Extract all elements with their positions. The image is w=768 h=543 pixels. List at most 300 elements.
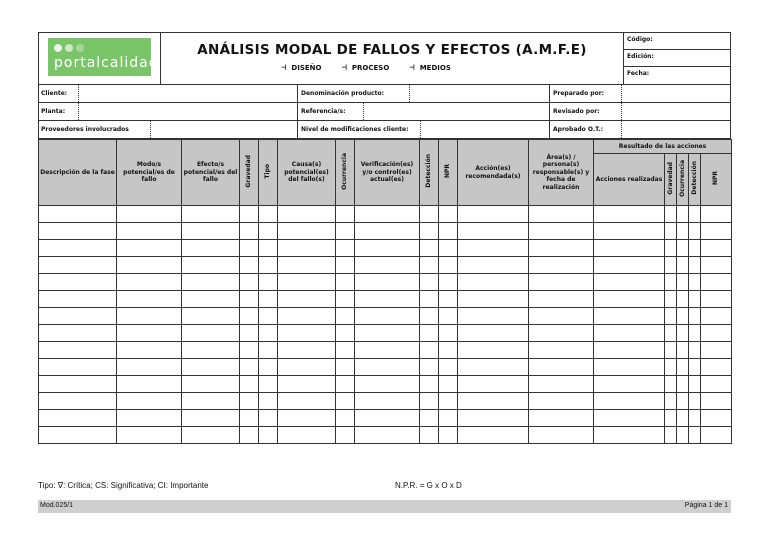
table-cell[interactable] [458, 308, 529, 325]
table-cell[interactable] [278, 325, 336, 342]
logo-cell [39, 33, 161, 84]
table-cell[interactable] [677, 410, 689, 427]
table-cell[interactable] [39, 393, 117, 410]
table-cell[interactable] [458, 206, 529, 223]
table-cell[interactable] [594, 223, 665, 240]
table-cell[interactable] [240, 325, 259, 342]
table-cell[interactable] [420, 308, 439, 325]
table-cell[interactable] [677, 342, 689, 359]
table-cell[interactable] [529, 223, 594, 240]
table-cell[interactable] [665, 393, 677, 410]
table-cell[interactable] [677, 240, 689, 257]
table-cell[interactable] [677, 376, 689, 393]
table-row [39, 325, 732, 342]
table-cell[interactable] [259, 240, 278, 257]
table-cell[interactable] [240, 257, 259, 274]
table-cell[interactable] [439, 308, 458, 325]
table-cell[interactable] [355, 223, 420, 240]
cliente-label: Cliente: [41, 90, 68, 97]
table-cell[interactable] [665, 410, 677, 427]
table-cell[interactable] [182, 359, 240, 376]
table-cell[interactable] [259, 257, 278, 274]
table-cell[interactable] [39, 274, 117, 291]
option-diseno[interactable]: ⊣ DISEÑO [281, 63, 322, 73]
table-cell[interactable] [355, 342, 420, 359]
option-medios[interactable]: ⊣ MEDIOS [409, 63, 451, 73]
table-cell[interactable] [665, 240, 677, 257]
table-cell[interactable] [240, 274, 259, 291]
table-cell[interactable] [117, 240, 182, 257]
table-cell[interactable] [439, 223, 458, 240]
table-cell[interactable] [278, 206, 336, 223]
table-cell[interactable] [259, 206, 278, 223]
table-cell[interactable] [240, 291, 259, 308]
table-cell[interactable] [336, 359, 355, 376]
table-cell[interactable] [117, 257, 182, 274]
col-descripcion: Descripción de la fase [39, 140, 117, 206]
table-cell[interactable] [259, 291, 278, 308]
table-cell[interactable] [689, 308, 701, 325]
table-cell[interactable] [594, 325, 665, 342]
table-cell[interactable] [240, 223, 259, 240]
table-row [39, 308, 732, 325]
table-cell[interactable] [594, 410, 665, 427]
table-cell[interactable] [117, 291, 182, 308]
table-cell[interactable] [278, 240, 336, 257]
table-cell[interactable] [677, 308, 689, 325]
denominacion-label: Denominación producto: [301, 90, 385, 97]
table-cell[interactable] [420, 274, 439, 291]
table-cell[interactable] [665, 308, 677, 325]
table-cell[interactable] [117, 342, 182, 359]
fecha-field[interactable]: Fecha: [627, 70, 650, 77]
table-cell[interactable] [677, 291, 689, 308]
table-cell[interactable] [689, 376, 701, 393]
table-cell[interactable] [439, 393, 458, 410]
col-ocurrencia: Ocurrencia [336, 140, 355, 206]
table-cell[interactable] [39, 376, 117, 393]
table-cell[interactable] [39, 308, 117, 325]
table-cell[interactable] [278, 410, 336, 427]
table-row [39, 257, 732, 274]
table-cell[interactable] [182, 427, 240, 444]
table-cell[interactable] [182, 410, 240, 427]
table-cell[interactable] [529, 291, 594, 308]
form-header [38, 32, 731, 85]
table-cell[interactable] [259, 359, 278, 376]
table-cell[interactable] [439, 427, 458, 444]
table-row [39, 240, 732, 257]
table-cell[interactable] [355, 291, 420, 308]
table-cell[interactable] [689, 410, 701, 427]
table-cell[interactable] [689, 223, 701, 240]
table-cell[interactable] [182, 325, 240, 342]
table-row [39, 206, 732, 223]
table-cell[interactable] [39, 427, 117, 444]
table-row [39, 427, 732, 444]
referencia-label: Referencia/s: [301, 108, 346, 115]
table-cell[interactable] [182, 308, 240, 325]
portalcalidad-logo [48, 38, 159, 76]
table-cell[interactable] [594, 291, 665, 308]
table-cell[interactable] [240, 240, 259, 257]
codigo-field[interactable]: Código: [624, 33, 730, 50]
table-cell[interactable] [701, 393, 732, 410]
table-cell[interactable] [701, 376, 732, 393]
table-cell[interactable] [420, 427, 439, 444]
planta-label: Planta: [41, 108, 66, 115]
form-title: ANÁLISIS MODAL DE FALLOS Y EFECTOS (A.M.F.E) [197, 42, 587, 58]
analysis-type-options [281, 63, 451, 73]
table-cell[interactable] [259, 410, 278, 427]
table-cell[interactable] [355, 274, 420, 291]
table-cell[interactable] [182, 274, 240, 291]
table-cell[interactable] [420, 240, 439, 257]
table-cell[interactable] [259, 393, 278, 410]
table-cell[interactable] [677, 223, 689, 240]
table-cell[interactable] [336, 342, 355, 359]
table-cell[interactable] [117, 359, 182, 376]
table-cell[interactable] [701, 206, 732, 223]
col-deteccion: Detección [420, 140, 439, 206]
table-body [39, 206, 732, 444]
table-cell[interactable] [665, 427, 677, 444]
table-cell[interactable] [259, 376, 278, 393]
table-cell[interactable] [336, 240, 355, 257]
table-cell[interactable] [182, 223, 240, 240]
col-r-deteccion: Detección [689, 154, 701, 206]
col-causa: Causa(s) potencial(es) del fallo(s) [278, 140, 336, 206]
table-cell[interactable] [182, 376, 240, 393]
table-cell[interactable] [355, 325, 420, 342]
tipo-legend: Tipo: ∇: Crítica; CS: Significativa; CI: Importante [38, 481, 209, 490]
table-cell[interactable] [39, 223, 117, 240]
table-cell[interactable] [336, 223, 355, 240]
table-cell[interactable] [689, 274, 701, 291]
table-cell[interactable] [439, 240, 458, 257]
table-cell[interactable] [278, 393, 336, 410]
table-cell[interactable] [355, 257, 420, 274]
table-cell[interactable] [594, 240, 665, 257]
table-cell[interactable] [594, 342, 665, 359]
npr-formula: N.P.R. = G x O x D [395, 481, 462, 490]
table-cell[interactable] [594, 359, 665, 376]
table-cell[interactable] [439, 376, 458, 393]
table-cell[interactable] [39, 410, 117, 427]
table-cell[interactable] [439, 257, 458, 274]
table-cell[interactable] [39, 257, 117, 274]
table-cell[interactable] [594, 376, 665, 393]
table-cell[interactable] [458, 342, 529, 359]
table-cell[interactable] [420, 393, 439, 410]
table-cell[interactable] [336, 308, 355, 325]
table-cell[interactable] [458, 393, 529, 410]
table-cell[interactable] [259, 427, 278, 444]
col-r-npr: NPR [701, 154, 732, 206]
revisado-label: Revisado por: [553, 108, 600, 115]
info-section [38, 85, 731, 139]
table-cell[interactable] [439, 274, 458, 291]
table-cell[interactable] [665, 257, 677, 274]
table-cell[interactable] [420, 291, 439, 308]
table-cell[interactable] [117, 376, 182, 393]
option-proceso[interactable]: ⊣ PROCESO [341, 63, 390, 73]
table-cell[interactable] [701, 308, 732, 325]
table-cell[interactable] [278, 427, 336, 444]
table-cell[interactable] [117, 410, 182, 427]
table-cell[interactable] [182, 291, 240, 308]
col-modo: Modo/s potencial/es de fallo [117, 140, 182, 206]
table-cell[interactable] [458, 291, 529, 308]
table-cell[interactable] [529, 359, 594, 376]
table-cell[interactable] [529, 427, 594, 444]
table-cell[interactable] [117, 393, 182, 410]
table-cell[interactable] [420, 223, 439, 240]
table-cell[interactable] [529, 206, 594, 223]
table-cell[interactable] [278, 257, 336, 274]
table-cell[interactable] [240, 393, 259, 410]
table-cell[interactable] [529, 342, 594, 359]
table-cell[interactable] [355, 206, 420, 223]
table-cell[interactable] [182, 257, 240, 274]
table-cell[interactable] [701, 240, 732, 257]
col-acciones-realizadas: Acciones realizadas [594, 154, 665, 206]
table-cell[interactable] [420, 376, 439, 393]
table-cell[interactable] [336, 376, 355, 393]
table-cell[interactable] [701, 223, 732, 240]
table-cell[interactable] [420, 257, 439, 274]
table-cell[interactable] [182, 240, 240, 257]
table-cell[interactable] [677, 274, 689, 291]
table-cell[interactable] [529, 308, 594, 325]
table-cell[interactable] [336, 410, 355, 427]
table-cell[interactable] [259, 223, 278, 240]
col-verificacion: Verificación(es) y/o control(es) actual(es) [355, 140, 420, 206]
table-cell[interactable] [420, 325, 439, 342]
form-code: Mod.025/1 [40, 502, 74, 509]
checkbox-mark-icon: ⊣ [341, 63, 347, 73]
table-cell[interactable] [39, 342, 117, 359]
table-cell[interactable] [689, 393, 701, 410]
table-cell[interactable] [182, 206, 240, 223]
table-cell[interactable] [458, 427, 529, 444]
table-cell[interactable] [701, 325, 732, 342]
table-cell[interactable] [689, 359, 701, 376]
table-cell[interactable] [39, 206, 117, 223]
table-cell[interactable] [240, 376, 259, 393]
table-cell[interactable] [39, 240, 117, 257]
table-cell[interactable] [355, 376, 420, 393]
table-cell[interactable] [117, 274, 182, 291]
col-area: Área(s) / persona(s) responsable(s) y fecha de realización [529, 140, 594, 206]
table-cell[interactable] [439, 410, 458, 427]
table-cell[interactable] [689, 240, 701, 257]
table-cell[interactable] [355, 410, 420, 427]
table-cell[interactable] [689, 342, 701, 359]
col-gravedad: Gravedad [240, 140, 259, 206]
table-cell[interactable] [420, 206, 439, 223]
table-cell[interactable] [677, 257, 689, 274]
table-cell[interactable] [117, 325, 182, 342]
table-cell[interactable] [701, 410, 732, 427]
table-cell[interactable] [701, 291, 732, 308]
table-cell[interactable] [594, 257, 665, 274]
table-cell[interactable] [355, 240, 420, 257]
title-cell [161, 33, 624, 84]
table-cell[interactable] [458, 274, 529, 291]
table-cell[interactable] [355, 308, 420, 325]
aprobado-label: Aprobado O.T.: [553, 126, 603, 133]
table-cell[interactable] [439, 291, 458, 308]
table-cell[interactable] [701, 427, 732, 444]
table-cell[interactable] [278, 342, 336, 359]
table-cell[interactable] [240, 359, 259, 376]
proveedores-label: Proveedores involucrados [41, 126, 129, 133]
table-cell[interactable] [665, 274, 677, 291]
table-cell[interactable] [117, 206, 182, 223]
table-cell[interactable] [117, 223, 182, 240]
col-resultado: Resultado de las acciones [594, 140, 732, 154]
table-row [39, 410, 732, 427]
table-cell[interactable] [701, 257, 732, 274]
table-cell[interactable] [336, 325, 355, 342]
table-cell[interactable] [336, 206, 355, 223]
table-cell[interactable] [689, 206, 701, 223]
table-cell[interactable] [439, 325, 458, 342]
table-cell[interactable] [665, 291, 677, 308]
table-cell[interactable] [278, 291, 336, 308]
table-cell[interactable] [665, 376, 677, 393]
table-cell[interactable] [240, 410, 259, 427]
table-cell[interactable] [594, 393, 665, 410]
table-cell[interactable] [355, 427, 420, 444]
table-cell[interactable] [529, 274, 594, 291]
table-cell[interactable] [240, 206, 259, 223]
col-npr: NPR [439, 140, 458, 206]
table-cell[interactable] [677, 359, 689, 376]
table-cell[interactable] [439, 206, 458, 223]
logo-text: portalcalidad [54, 55, 159, 71]
col-tipo: Tipo [259, 140, 278, 206]
preparado-label: Preparado por: [553, 90, 605, 97]
table-cell[interactable] [689, 291, 701, 308]
table-cell[interactable] [689, 427, 701, 444]
meta-cell [624, 33, 730, 84]
checkbox-mark-icon: ⊣ [281, 63, 287, 73]
table-cell[interactable] [677, 325, 689, 342]
table-cell[interactable] [458, 240, 529, 257]
info-row-2 [38, 103, 731, 121]
table-cell[interactable] [665, 359, 677, 376]
col-r-ocurrencia: Ocurrencia [677, 154, 689, 206]
table-cell[interactable] [594, 427, 665, 444]
table-cell[interactable] [458, 223, 529, 240]
table-cell[interactable] [240, 308, 259, 325]
edicion-field[interactable]: Edición: [624, 50, 730, 67]
col-r-gravedad: Gravedad [665, 154, 677, 206]
table-row [39, 342, 732, 359]
table-cell[interactable] [336, 393, 355, 410]
table-cell[interactable] [336, 274, 355, 291]
checkbox-mark-icon: ⊣ [409, 63, 415, 73]
table-row [39, 274, 732, 291]
table-cell[interactable] [458, 359, 529, 376]
table-cell[interactable] [529, 240, 594, 257]
table-cell[interactable] [259, 308, 278, 325]
table-cell[interactable] [355, 393, 420, 410]
table-cell[interactable] [278, 376, 336, 393]
table-cell[interactable] [420, 410, 439, 427]
table-cell[interactable] [117, 427, 182, 444]
table-cell[interactable] [458, 376, 529, 393]
table-cell[interactable] [594, 308, 665, 325]
table-cell[interactable] [182, 393, 240, 410]
table-cell[interactable] [665, 206, 677, 223]
table-cell[interactable] [529, 393, 594, 410]
table-cell[interactable] [182, 342, 240, 359]
table-cell[interactable] [278, 308, 336, 325]
table-cell[interactable] [458, 325, 529, 342]
table-cell[interactable] [458, 410, 529, 427]
table-cell[interactable] [458, 257, 529, 274]
table-cell[interactable] [689, 325, 701, 342]
table-cell[interactable] [665, 325, 677, 342]
table-cell[interactable] [677, 393, 689, 410]
table-cell[interactable] [336, 257, 355, 274]
table-cell[interactable] [39, 291, 117, 308]
table-cell[interactable] [355, 359, 420, 376]
table-cell[interactable] [336, 291, 355, 308]
table-cell[interactable] [117, 308, 182, 325]
table-row [39, 376, 732, 393]
table-cell[interactable] [677, 427, 689, 444]
table-cell[interactable] [278, 274, 336, 291]
page-number: Página 1 de 1 [684, 502, 728, 509]
table-cell[interactable] [278, 223, 336, 240]
table-cell[interactable] [701, 274, 732, 291]
table-cell[interactable] [439, 359, 458, 376]
table-row [39, 223, 732, 240]
table-cell[interactable] [278, 359, 336, 376]
table-cell[interactable] [529, 410, 594, 427]
table-cell[interactable] [701, 342, 732, 359]
table-cell[interactable] [259, 274, 278, 291]
table-cell[interactable] [594, 206, 665, 223]
table-row [39, 359, 732, 376]
table-cell[interactable] [240, 427, 259, 444]
table-cell[interactable] [689, 257, 701, 274]
table-cell[interactable] [665, 342, 677, 359]
table-cell[interactable] [39, 325, 117, 342]
table-cell[interactable] [439, 342, 458, 359]
table-cell[interactable] [39, 359, 117, 376]
table-cell[interactable] [529, 257, 594, 274]
table-cell[interactable] [529, 376, 594, 393]
amfe-table [38, 139, 732, 444]
table-cell[interactable] [701, 359, 732, 376]
table-cell[interactable] [677, 206, 689, 223]
table-cell[interactable] [420, 342, 439, 359]
table-cell[interactable] [420, 359, 439, 376]
info-row-3 [38, 121, 731, 139]
table-cell[interactable] [594, 274, 665, 291]
table-cell[interactable] [240, 342, 259, 359]
table-cell[interactable] [529, 325, 594, 342]
table-cell[interactable] [259, 342, 278, 359]
table-cell[interactable] [336, 427, 355, 444]
table-cell[interactable] [665, 223, 677, 240]
table-cell[interactable] [259, 325, 278, 342]
